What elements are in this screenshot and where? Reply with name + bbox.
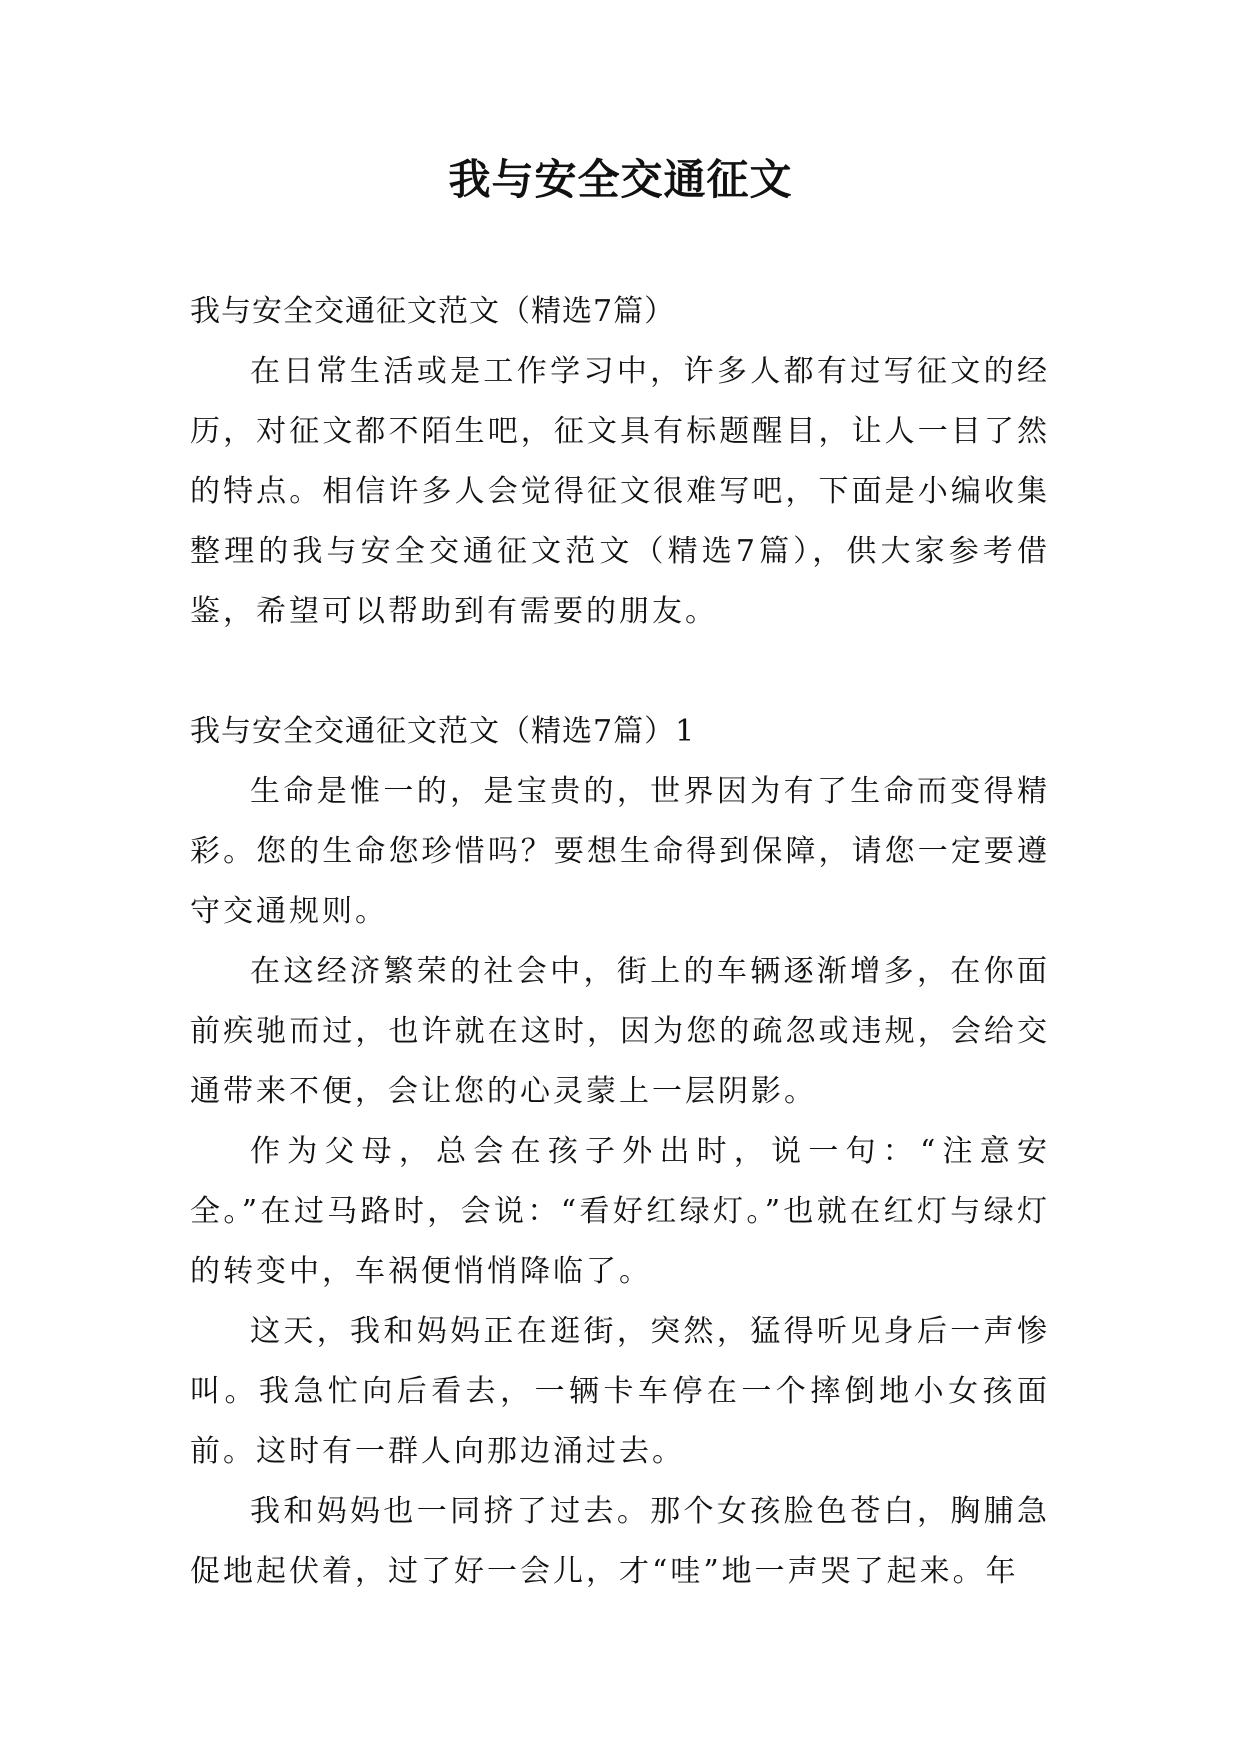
section-spacer (190, 642, 1050, 702)
section-1-heading: 我与安全交通征文范文（精选7篇）1 (190, 714, 696, 749)
section-1-paragraph: 在这经济繁荣的社会中，街上的车辆逐渐增多，在你面前疾驰而过，也许就在这时，因为您的疏忽或违规，会给交通带来不便，会让您的心灵蒙上一层阴影。 (190, 954, 1050, 1109)
section-1-paragraph: 作为父母，总会在孩子外出时，说一句：“注意安全。”在过马路时，会说：“看好红绿灯。”也就在红灯与绿灯的转变中，车祸便悄悄降临了。 (190, 1134, 1050, 1289)
section-1-paragraph: 这天，我和妈妈正在逛街，突然，猛得听见身后一声惨叫。我急忙向后看去，一辆卡车停在一个摔倒地小女孩面前。这时有一群人向那边涌过去。 (190, 1314, 1050, 1469)
intro-heading: 我与安全交通征文范文（精选7篇） (190, 294, 676, 329)
document-title: 我与安全交通征文 (448, 155, 793, 204)
section-1-paragraph: 生命是惟一的，是宝贵的，世界因为有了生命而变得精彩。您的生命您珍惜吗？要想生命得到保障，请您一定要遵守交通规则。 (190, 774, 1050, 929)
document-body (190, 282, 1050, 1602)
intro-paragraph: 在日常生活或是工作学习中，许多人都有过写征文的经历，对征文都不陌生吧，征文具有标题醒目，让人一目了然的特点。相信许多人会觉得征文很难写吧，下面是小编收集整理的我与安全交通征文范文（精选7篇），供大家参考借鉴，希望可以帮助到有需要的朋友。 (190, 354, 1050, 629)
section-1-paragraph: 我和妈妈也一同挤了过去。那个女孩脸色苍白，胸脯急促地起伏着，过了好一会儿，才“哇”地一声哭了起来。年 (190, 1494, 1050, 1589)
